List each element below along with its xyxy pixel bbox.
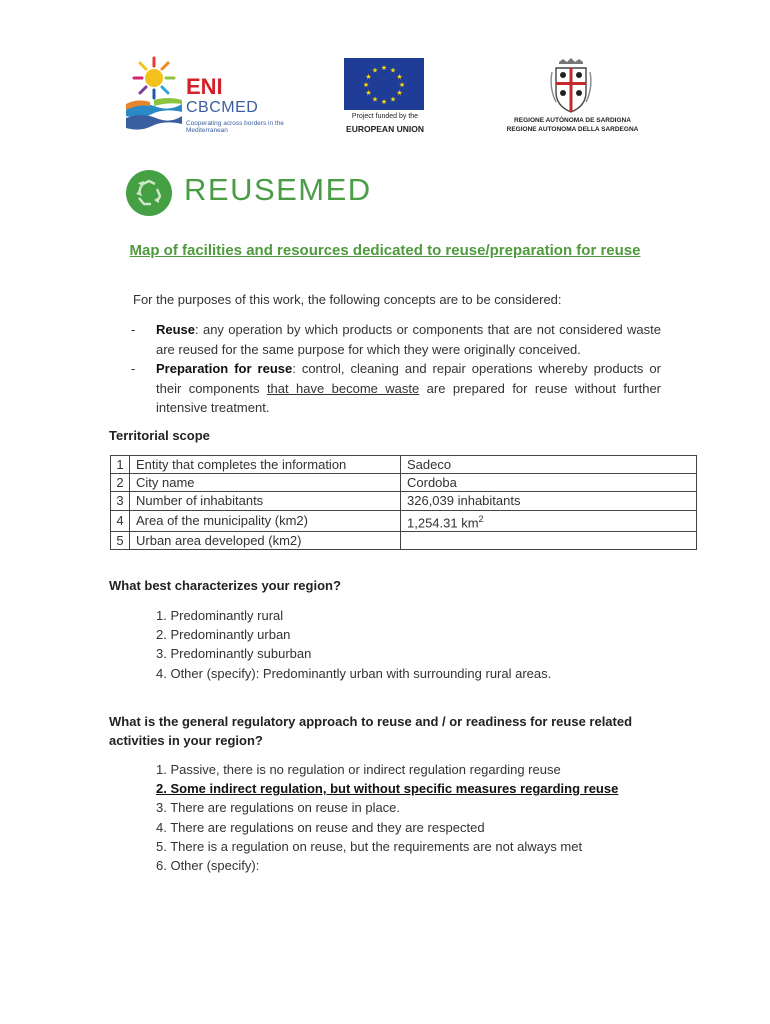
- svg-text:★: ★: [371, 95, 379, 104]
- row-value-cell: [401, 510, 697, 531]
- svg-text:★: ★: [396, 73, 403, 81]
- table-row: [111, 531, 697, 549]
- sardinia-crest-icon: [546, 58, 596, 114]
- eni-logo-text: ENI: [186, 74, 223, 99]
- definition-text: : any operation by which products or components that are not considered waste are reused for the same purpose for which they were originally conceived.: [156, 322, 661, 357]
- list-item: 4. There are regulations on reuse and they are respected: [156, 819, 485, 835]
- svg-text:★: ★: [371, 66, 379, 75]
- regulatory-question-heading: What is the general regulatory approach to reuse and / or readiness for reuse related activities in your region?: [109, 714, 633, 748]
- table-row: [111, 510, 697, 531]
- sardinia-region-logo: [500, 58, 645, 138]
- svg-text:★: ★: [389, 95, 397, 104]
- svg-text:★: ★: [398, 81, 406, 89]
- eni-tagline: Cooperating across borders in the Mediterranean: [186, 120, 284, 135]
- list-item: 1. Predominantly rural: [156, 608, 284, 623]
- row-value: [401, 531, 697, 549]
- intro-paragraph: For the purposes of this work, the following concepts are to be considered:: [133, 292, 562, 307]
- list-dash: -: [131, 322, 136, 337]
- row-value-superscript: 2: [478, 513, 484, 524]
- eu-flag-icon: [344, 58, 424, 110]
- svg-text:★: ★: [380, 64, 388, 72]
- territorial-scope-table: [110, 455, 697, 550]
- svg-text:★: ★: [365, 89, 372, 97]
- definition-underlined-text: that have become waste: [266, 380, 420, 396]
- document-title: Map of facilities and resources dedicated to reuse/preparation for reuse: [129, 242, 641, 259]
- row-number: 3: [111, 492, 130, 510]
- territorial-scope-heading: Territorial scope: [109, 428, 210, 443]
- eu-caption-top: Project funded by the: [351, 113, 419, 120]
- definition-text: : control, cleaning and repair operations whereby products or their components: [156, 361, 661, 396]
- definition-reuse: [131, 320, 661, 359]
- definition-term: Reuse: [156, 322, 196, 337]
- list-item: 6. Other (specify):: [156, 857, 260, 873]
- svg-text:★: ★: [389, 66, 397, 75]
- definition-term: Preparation for reuse: [156, 361, 293, 376]
- row-label: City name: [130, 474, 401, 492]
- reusemed-logo-text: REUSEMED: [184, 172, 372, 207]
- reusemed-logo: [126, 168, 406, 218]
- row-value: 1,254.31 km: [407, 514, 479, 530]
- row-value: Cordoba: [401, 474, 697, 492]
- row-value: 326,039 inhabitants: [401, 492, 697, 510]
- svg-text:★: ★: [365, 73, 372, 81]
- region-options-list: [156, 606, 551, 683]
- selected-list-item: 2. Some indirect regulation, but without specific measures regarding reuse: [156, 781, 619, 797]
- list-item: 3. There are regulations on reuse in place.: [156, 800, 401, 816]
- eu-funding-logo: [343, 58, 427, 138]
- list-item: 4. Other (specify): Predominantly urban with surrounding rural areas.: [156, 665, 552, 681]
- eu-stars-icon: [344, 58, 424, 110]
- recycle-icon: [126, 170, 172, 216]
- definition-preparation-for-reuse: [131, 359, 661, 418]
- list-dash: -: [131, 361, 136, 376]
- definition-text-end: are prepared for reuse without further intensive treatment.: [156, 380, 662, 415]
- row-number: 5: [111, 531, 130, 549]
- eu-caption-bottom: EUROPEAN UNION: [346, 124, 424, 134]
- sardinia-caption-italian: REGIONE AUTONOMA DELLA SARDEGNA: [506, 126, 639, 133]
- table-row: [111, 492, 697, 510]
- list-item: 2. Predominantly urban: [156, 627, 291, 643]
- row-number: 2: [111, 474, 130, 492]
- svg-text:★: ★: [396, 89, 403, 97]
- row-label: Entity that completes the information: [130, 456, 401, 474]
- list-item: 3. Predominantly suburban: [156, 646, 312, 662]
- eni-cbcmed-logo: [124, 56, 284, 138]
- list-item: 1. Passive, there is no regulation or indirect regulation regarding reuse: [156, 762, 561, 777]
- row-label: Area of the municipality (km2): [130, 510, 401, 531]
- list-item: 5. There is a regulation on reuse, but the requirements are not always met: [156, 838, 583, 854]
- svg-text:★: ★: [362, 81, 370, 89]
- regulatory-options-list: [156, 760, 618, 875]
- row-label: Urban area developed (km2): [130, 531, 401, 549]
- svg-text:★: ★: [380, 98, 388, 106]
- row-number: 1: [111, 456, 130, 474]
- row-number: 4: [111, 510, 130, 531]
- region-question-heading: What best characterizes your region?: [109, 578, 341, 593]
- row-value: Sadeco: [401, 456, 697, 474]
- sun-emblem-icon: [124, 56, 184, 138]
- row-label: Number of inhabitants: [130, 492, 401, 510]
- sardinia-caption-sardinian: REGIONE AUTÒNOMA DE SARDIGNA: [514, 117, 631, 124]
- cbcmed-logo-text: CBCMED: [186, 99, 259, 116]
- table-row: [111, 456, 697, 474]
- table-row: [111, 474, 697, 492]
